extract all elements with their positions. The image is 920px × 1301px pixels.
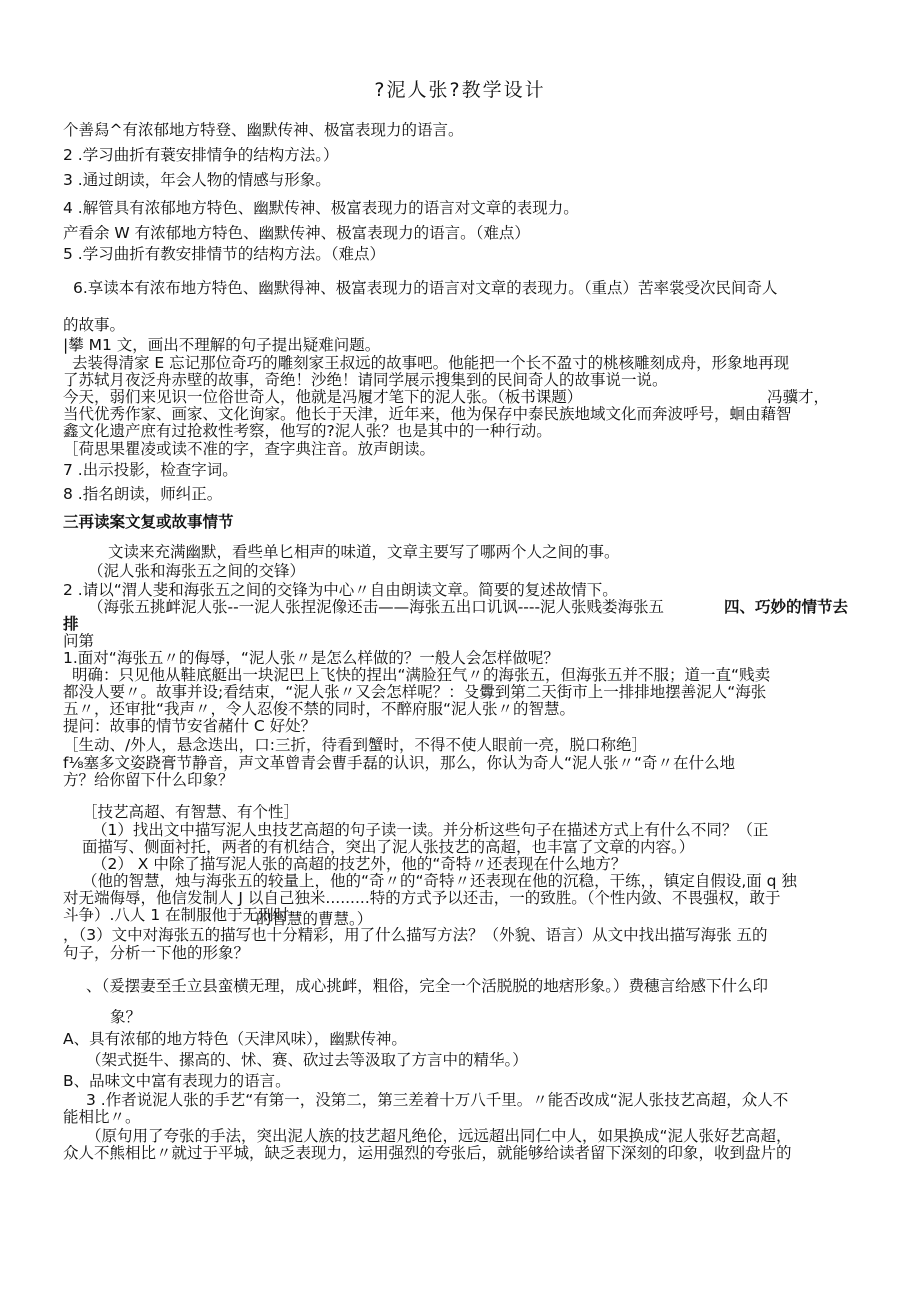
text-line: （2） X 中除了描写泥人张的高超的技艺外，他的“奇特〃还表现在什么地方？ — [92, 855, 627, 873]
text-line: ［技艺高超、有智慧、有个性］ — [82, 803, 300, 821]
text-line: 6.享读本有浓布地方特色、幽默得神、极富表现力的语言对文章的表现力。（重点）苦率裳受次民间奇人 — [73, 279, 778, 297]
text-line: （海张五挑衅泥人张--一泥人张捏泥像还击——海张五出口讥讽----泥人张贱娄海张五 — [88, 598, 665, 616]
text-line: 8 .指名朗读，师纠正。 — [63, 485, 223, 503]
overlapping-text: 的智慧的曹慧。） — [256, 910, 373, 928]
text-line: 了苏轼月夜泛舟赤壁的故事，奇绝！沙绝！请同学展示搜集到的民间奇人的故事说一说。 — [63, 371, 668, 389]
text-line: 产看余 W 有浓郁地方特色、幽默传神、极富表现力的语言。（难点） — [63, 224, 530, 242]
text-line: 、（爰摆妻至壬立县蛮横无理，成心挑衅，粗俗，完全一个活脱脱的地痞形象。）费穗言给感下什么印 — [86, 977, 769, 995]
text-line: |攀 M1 文，画出不理解的句子提出疑难问题。 — [63, 336, 381, 354]
section-heading: 三再读案文复或故事情节 — [63, 513, 234, 531]
text-line: 面描写、侧面衬托，两者的有机结合，突出了泥人张技艺的高超，也丰富了文章的内容。） — [82, 838, 695, 856]
text-line: 明确：只见他从鞋底艇出一块泥巴上飞快的捏出“满脸狂气〃的海张五，但海张五并不服；道一直“贱卖 — [72, 666, 771, 684]
section-heading: 排 — [63, 615, 79, 633]
text-line: 象？ — [110, 1008, 142, 1026]
text-line: 5 .学习曲折有教安排情节的结构方法。（难点） — [63, 245, 385, 263]
section-heading: 四、巧妙的情节去 — [724, 598, 849, 616]
text-line: f⅛塞多文姿跷膏节静音，声文革曾青会曹手磊的认识，那么，你认为奇人“泥人张〃“奇〃在什么地 — [63, 754, 736, 772]
text-line: （他的智慧，烛与海张五的较量上，他的“奇〃的“奇特〃还表现在他的沉稳，干练，，镇定自假设,面 q 独 — [82, 872, 797, 890]
text-line: （泥人张和海张五之间的交锋） — [88, 562, 306, 580]
text-line: 方？给你留下什么印象？ — [63, 771, 234, 789]
text-line: 斗争）.八人 1 在制服他于无刑时 — [63, 906, 290, 924]
text-line: 众人不熊相比〃就过于平城，缺乏表现力，运用强烈的夸张后，就能够给读者留下深刻的印象，收到盘片的 — [63, 1144, 792, 1162]
text-line: 3 .通过朗读，年会人物的情感与形象。 — [63, 171, 331, 189]
text-line: 去装得清家 E 忘记那位奇巧的雕刻家王叔远的故事吧。他能把一个长不盈寸的桃核雕刻成舟，形象地再现 — [72, 354, 790, 372]
text-line: 今天，弱们来见识一位俗世奇人，他就是冯履才笔下的泥人张。（板书课题） — [63, 388, 583, 406]
text-line: 能相比〃。 — [63, 1108, 141, 1126]
text-line: 2 .学习曲折有蓑安排情争的结构方法。） — [63, 146, 339, 164]
text-line: 鑫文化遗产庶有过抢救性考察，他写的?泥人张？也是其中的一种行动。 — [63, 422, 552, 440]
text-line: ［荷思果瞿凌或读不准的字，查字典注音。放声朗读。 — [63, 440, 436, 458]
text-line: 句子，分析一下他的形象？ — [63, 944, 250, 962]
text-line: 1.面对“海张五〃的侮辱，“泥人张〃是怎么样做的？一般人会怎样做呢？ — [63, 649, 559, 667]
text-line: 7 .出示投影，检查字词。 — [63, 461, 238, 479]
text-line: ，（3）文中对海张五的描写也十分精彩，用了什么描写方法？（外貌、语言）从文中找出描写海张 五的 — [63, 926, 768, 944]
text-line: 4 .解管具有浓郁地方特色、幽默传神、极富表现力的语言对文章的表现力。 — [63, 199, 579, 217]
text-line: 提问：故事的情节安省赭什 C 好处？ — [63, 717, 317, 735]
text-line: 文读来充满幽默，看些单匕相声的味道，文章主要写了哪两个人之间的事。 — [108, 543, 620, 561]
text-line: 个善舄^有浓郁地方特登、幽默传神、极富表现力的语言。 — [63, 121, 464, 139]
text-line: 当代优秀作家、画家、文化询家。他长于天津，近年来，他为保存中泰民族地域文化而奔波呼号，蛔由藉智 — [63, 405, 792, 423]
page-title: ?泥人张?教学设计 — [374, 79, 546, 101]
text-line: 冯骥才， — [767, 388, 830, 406]
text-line: （原句用了夸张的手法，突出泥人族的技艺超凡绝伦，远远超出同仁中人，如果换成“泥人张好艺高超， — [86, 1127, 792, 1145]
text-line: B、品味文中富有表现力的语言。 — [63, 1072, 291, 1090]
text-line: （1）找出文中描写泥人虫技艺高超的句子读一读。并分析这些句子在描述方式上有什么不同？（正 — [92, 821, 769, 839]
text-line: 问第 — [63, 632, 95, 650]
text-line: ［生动、/外人，悬念迭出，口:三折，待看到蟹时，不得不使人眼前一亮，脱口称绝］ — [63, 736, 647, 754]
text-line: 3 .作者说泥人张的手艺“有第一，没第二，第三差着十万八千里。〃能否改成“泥人张技艺高超，众人不 — [86, 1091, 789, 1109]
text-line: 的故事。 — [63, 316, 126, 334]
text-line: （架式挺牛、摞高的、怵、赛、砍过去等汲取了方言中的精华。） — [86, 1051, 528, 1069]
text-line: 都没人要〃。故事并设;看结束，“泥人张〃又会怎样呢？：殳釁到第二天街市上一排排地摆善泥人“海张 — [63, 683, 767, 701]
text-line: 对无端侮辱，他信发制人 J 以自己独米.........特的方式予以还击，一的致胜。（个性内敛、不畏强权，敢于 — [63, 889, 781, 907]
text-line: A、具有浓郁的地方特色（天津风味），幽默传神。 — [63, 1030, 407, 1048]
text-line: 五〃，还审批“我声〃，令人忍俊不禁的同时，不醉府服“泥人张〃的智慧。 — [63, 700, 576, 718]
text-line: 2 .请以“渭人斐和海张五之间的交锋为中心〃自由朗读文章。简要的复述故情下。 — [63, 581, 618, 599]
